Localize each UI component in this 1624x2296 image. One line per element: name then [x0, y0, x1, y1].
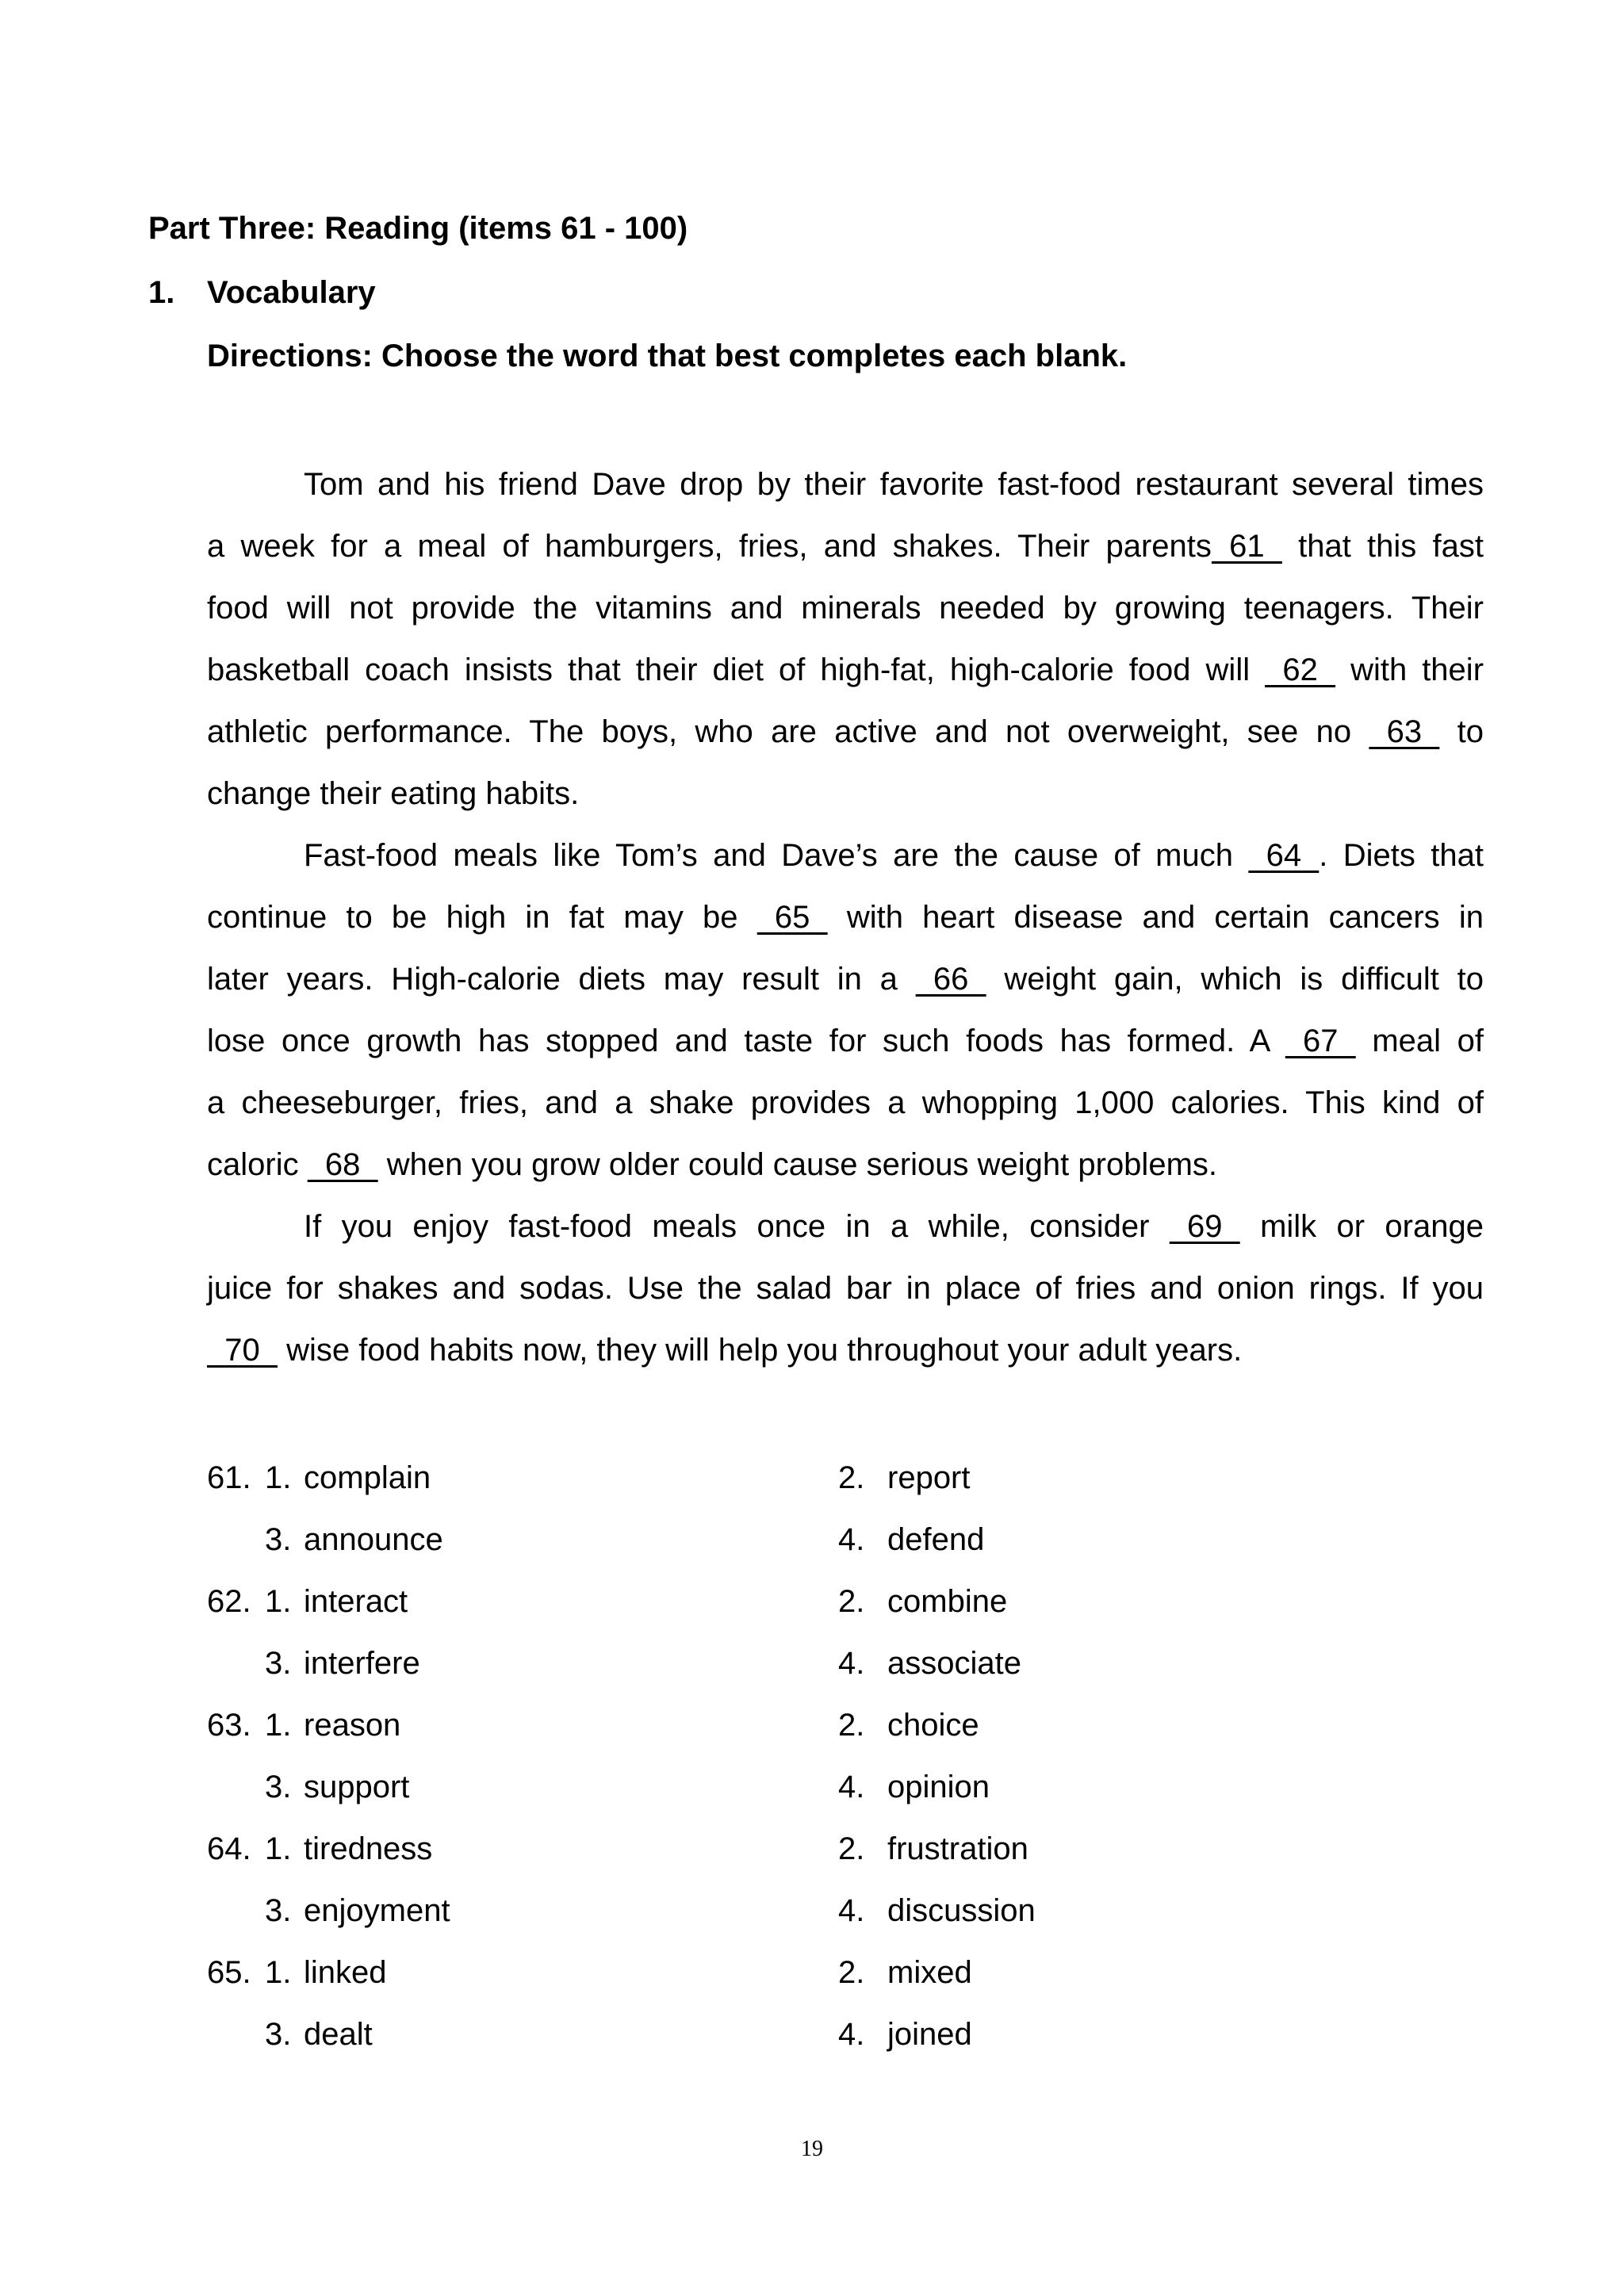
passage-text: with heart disease and certain cancers in [827, 900, 1484, 935]
option-number: 4. [838, 1893, 865, 1928]
passage-text: that this fast [1281, 529, 1484, 564]
blank-field: 68 [307, 1147, 378, 1182]
blank-field: 61 [1211, 529, 1282, 564]
question-number: 64. [207, 1831, 251, 1866]
blank-field: 67 [1285, 1024, 1356, 1058]
answer-option: defend [887, 1522, 985, 1557]
passage-text: when you grow older could cause serious weight problems. [377, 1147, 1217, 1182]
question-number: 65. [207, 1955, 251, 1990]
blank-field: 62 [1265, 652, 1336, 687]
passage-text: juice for shakes and sodas. Use the salad bar in place of fries and onion rings. If you [207, 1271, 1484, 1306]
answer-option: interfere [304, 1646, 420, 1681]
passage-text: wise food habits now, they will help you throughout your adult years. [277, 1333, 1243, 1368]
passage-line [207, 1134, 1484, 1196]
passage-text: milk or orange [1239, 1209, 1484, 1244]
passage-line [207, 515, 1484, 577]
passage-text: lose once growth has stopped and taste for such foods has formed. A [207, 1024, 1285, 1058]
passage-line [207, 1257, 1484, 1319]
option-number: 1. [265, 1831, 292, 1866]
option-number: 4. [838, 1770, 865, 1804]
answer-option: dealt [304, 2017, 373, 2052]
answer-option: tiredness [304, 1831, 433, 1866]
option-number: 3. [265, 1522, 292, 1557]
passage-text: change their eating habits. [207, 776, 580, 811]
answer-option: interact [304, 1584, 408, 1619]
directions-text: Directions: Choose the word that best completes each blank. [207, 339, 1128, 373]
passage-text: later years. High-calorie diets may result in a [207, 962, 916, 997]
blank-field: 66 [915, 962, 986, 997]
answer-option: frustration [887, 1831, 1028, 1866]
question-number: 62. [207, 1584, 251, 1619]
option-number: 3. [265, 1770, 292, 1804]
passage-text: caloric [207, 1147, 308, 1182]
passage-line [207, 1072, 1484, 1134]
option-number: 1. [265, 1955, 292, 1990]
passage-text: athletic performance. The boys, who are active and not overweight, see no [207, 714, 1369, 749]
option-number: 1. [265, 1708, 292, 1743]
answer-option: report [887, 1460, 971, 1495]
blank-field: 65 [756, 900, 828, 935]
passage-text: basketball coach insists that their diet of high-fat, high-calorie food will [207, 652, 1266, 687]
option-number: 1. [265, 1460, 292, 1495]
section-number: 1. [148, 275, 175, 310]
passage-text: meal of [1355, 1024, 1484, 1058]
answer-option: complain [304, 1460, 431, 1495]
passage-text: continue to be high in fat may be [207, 900, 757, 935]
answer-option: reason [304, 1708, 401, 1743]
blank-field: 69 [1169, 1209, 1240, 1244]
blank-field: 70 [207, 1333, 278, 1368]
passage-line [207, 577, 1484, 639]
option-number: 3. [265, 1893, 292, 1928]
answer-option: associate [887, 1646, 1021, 1681]
passage-text: with their [1335, 652, 1484, 687]
passage-text: If you enjoy fast-food meals once in a while, consider [304, 1209, 1170, 1244]
answer-option: choice [887, 1708, 979, 1743]
answer-option: linked [304, 1955, 387, 1990]
answer-option: combine [887, 1584, 1008, 1619]
passage-text: a cheeseburger, fries, and a shake provides a whopping 1,000 calories. This kind of [207, 1085, 1484, 1120]
passage-line [207, 886, 1484, 948]
passage-line [207, 701, 1484, 763]
answer-option: discussion [887, 1893, 1036, 1928]
option-number: 2. [838, 1708, 865, 1743]
passage-text: Fast-food meals like Tom’s and Dave’s are the cause of much [304, 838, 1249, 873]
option-number: 2. [838, 1460, 865, 1495]
passage-text: food will not provide the vitamins and minerals needed by growing teenagers. Their [207, 591, 1484, 626]
passage-line [304, 1196, 1484, 1257]
question-number: 63. [207, 1708, 251, 1743]
part-title: Part Three: Reading (items 61 - 100) [148, 211, 688, 246]
answer-option: announce [304, 1522, 443, 1557]
option-number: 1. [265, 1584, 292, 1619]
answer-option: opinion [887, 1770, 990, 1804]
section-title: Vocabulary [207, 275, 376, 310]
option-number: 3. [265, 2017, 292, 2052]
passage-text: weight gain, which is difficult to [986, 962, 1484, 997]
blank-field: 64 [1248, 838, 1320, 873]
option-number: 2. [838, 1584, 865, 1619]
option-number: 2. [838, 1955, 865, 1990]
option-number: 4. [838, 2017, 865, 2052]
blank-field: 63 [1369, 714, 1440, 749]
passage-text: . Diets that [1319, 838, 1484, 873]
option-number: 4. [838, 1522, 865, 1557]
answer-option: joined [887, 2017, 972, 2052]
answer-option: enjoyment [304, 1893, 450, 1928]
answer-option: support [304, 1770, 410, 1804]
passage-line [207, 1010, 1484, 1072]
option-number: 4. [838, 1646, 865, 1681]
page-number: 19 [801, 2137, 823, 2161]
passage-line [207, 763, 1484, 825]
passage-line [207, 639, 1484, 701]
section-heading [148, 274, 376, 312]
passage-line [304, 825, 1484, 886]
question-number: 61. [207, 1460, 251, 1495]
passage-text: to [1439, 714, 1484, 749]
passage-text: Tom and his friend Dave drop by their favorite fast-food restaurant several times [304, 467, 1484, 502]
passage-text: a week for a meal of hamburgers, fries, and shakes. Their parents [207, 529, 1212, 564]
passage-line [304, 453, 1484, 515]
passage-line [207, 1319, 1484, 1381]
option-number: 3. [265, 1646, 292, 1681]
answer-option: mixed [887, 1955, 972, 1990]
option-number: 2. [838, 1831, 865, 1866]
passage-line [207, 948, 1484, 1010]
